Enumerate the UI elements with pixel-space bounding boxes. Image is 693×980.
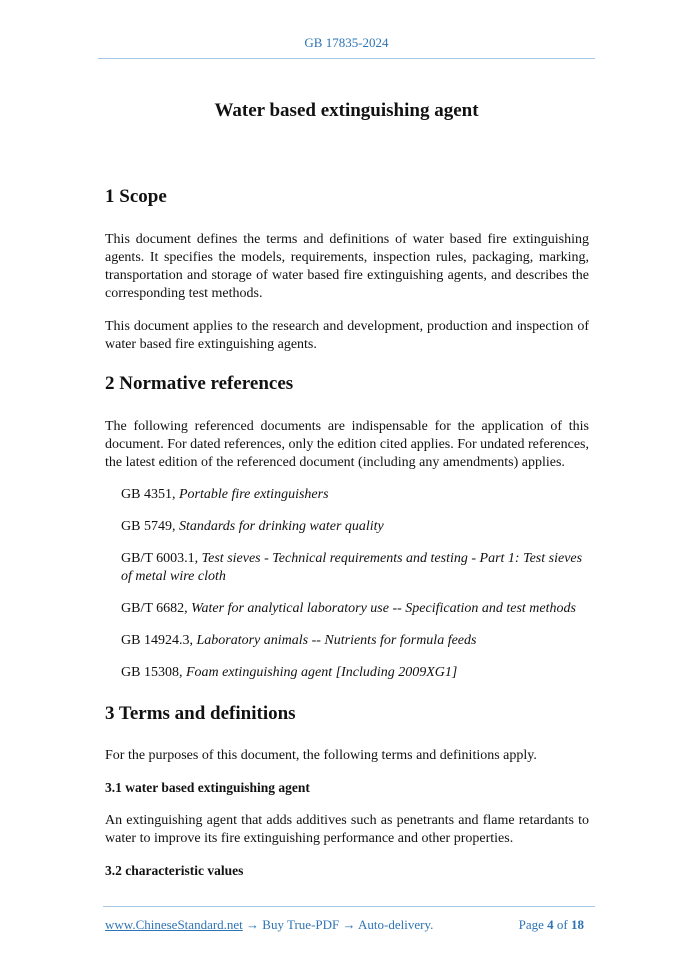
terms-intro: For the purposes of this document, the following terms and definitions apply.: [105, 748, 537, 763]
reference-title: Portable fire extinguishers: [178, 487, 329, 502]
scope-paragraph-2-wrap: [105, 318, 589, 354]
reference-title: Water for analytical laboratory use -- Specification and test methods: [191, 601, 576, 616]
term-3-2-wrap: [105, 863, 589, 879]
reference-code: GB 15308,: [121, 665, 186, 680]
website-link[interactable]: www.ChineseStandard.net: [105, 917, 243, 932]
footer-divider: [103, 906, 595, 907]
reference-title: Foam extinguishing agent [Including 2009XG1]: [185, 665, 458, 680]
section-heading-scope: 1 Scope: [105, 186, 167, 207]
reference-item: [105, 664, 589, 682]
reference-code: GB 4351,: [121, 487, 179, 502]
section-heading-terms: 3 Terms and definitions: [105, 703, 296, 724]
header-divider: [98, 58, 595, 59]
term-heading-3-2: 3.2 characteristic values: [105, 863, 244, 878]
reference-code: GB 5749,: [121, 519, 179, 534]
page-label: Page: [518, 917, 548, 932]
reference-code: GB/T 6003.1,: [121, 551, 202, 566]
reference-item: [105, 632, 589, 650]
document-title: Water based extinguishing agent: [214, 100, 479, 121]
reference-item: [105, 600, 589, 618]
term-3-1-wrap: [105, 780, 589, 796]
section-scope: [105, 186, 589, 208]
reference-title: Test sieves - Technical requirements and testing - Part 1: Test sieves of metal wire cloth: [121, 551, 583, 584]
normative-intro: The following referenced documents are indispensable for the application of this document. For dated references, only the edition cited applies. For undated references, the latest edition of the referenced document (including any amendments) applies.: [105, 419, 589, 470]
page-header-doc-number: GB 17835-2024: [304, 35, 389, 50]
term-heading-3-1: 3.1 water based extinguishing agent: [105, 780, 310, 795]
terms-intro-wrap: [105, 747, 589, 765]
scope-paragraph-1-wrap: [105, 231, 589, 303]
reference-item: [105, 550, 589, 586]
section-heading-normative: 2 Normative references: [105, 373, 294, 394]
term-3-1-definition-wrap: [105, 812, 589, 848]
section-terms-definitions: [105, 703, 589, 725]
reference-code: GB 14924.3,: [121, 633, 197, 648]
section-normative-references: [105, 373, 589, 395]
scope-paragraph-2: This document applies to the research and development, production and inspection of water based fire extinguishing agents.: [105, 319, 589, 352]
footer-promo-text: → Buy True-PDF → Auto-delivery.: [242, 917, 434, 932]
reference-item: [105, 518, 589, 536]
total-page-count: 18: [571, 917, 584, 932]
page-of-label: of: [553, 917, 571, 932]
scope-paragraph-1: This document defines the terms and definitions of water based fire extinguishing agents. It specifies the models, requirements, inspection rules, packaging, marking, transportation and storage of water based fire extinguishing agents, and describes the corresponding test methods.: [105, 232, 589, 301]
reference-code: GB/T 6682,: [121, 601, 192, 616]
term-definition-3-1: An extinguishing agent that adds additives such as penetrants and flame retardants to water to improve its fire extinguishing performance and other properties.: [105, 813, 589, 846]
current-page-number: 4: [547, 917, 554, 932]
reference-item: [105, 486, 589, 504]
footer-promo: [105, 917, 433, 933]
page-indicator: [519, 917, 584, 933]
reference-title: Laboratory animals -- Nutrients for formula feeds: [196, 633, 477, 648]
reference-title: Standards for drinking water quality: [178, 519, 384, 534]
normative-intro-wrap: [105, 418, 589, 472]
